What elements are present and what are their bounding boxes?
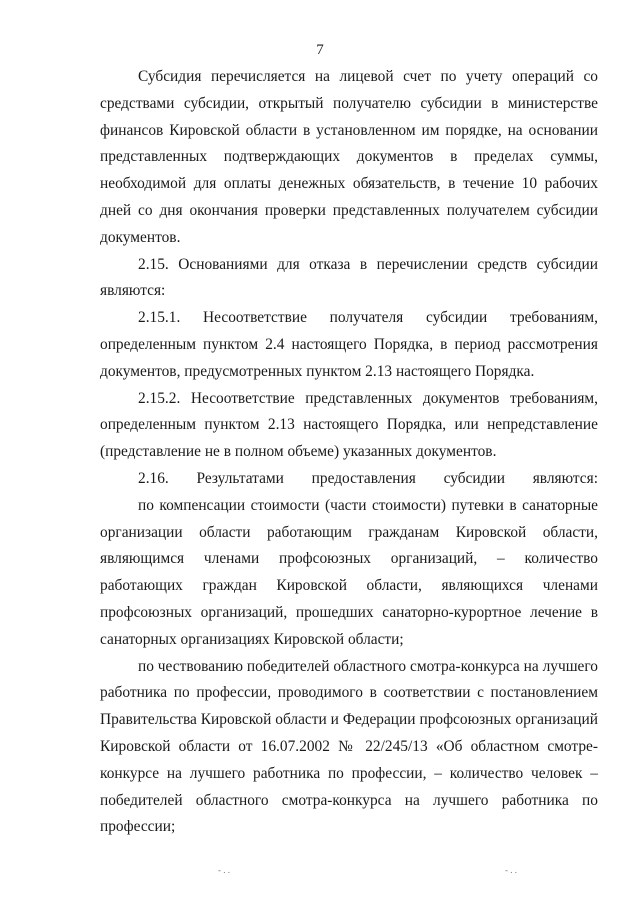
paragraph-result-contest: по чествованию победителей областного смотра-конкурса на лучшего работника по профессии, проводимого в соответствии с постановлением Правительства Кировской области и Федерации профсоюзных организаций Кировской области от 16.07.2002 № 22/245/13 «Об областном смотре-конкурсе на лучшего работника по профессии, – количество человек – победителей областного смотра-конкурса на лучшего работника по профессии; (100, 657, 598, 836)
paragraph-2-15-1: 2.15.1. Несоответствие получателя субсидии требованиям, определенным пунктом 2.4 настоящего Порядка, в период рассмотрения документов, предусмотренных пунктом 2.13 настоящего Порядка. (100, 309, 598, 380)
paragraph-subsidy-transfer: Субсидия перечисляется на лицевой счет по учету операций со средствами субсидии, открытый получателю субсидии в министерстве финансов Кировской области в установленном им порядке, на основании представленных подтверждающих документов в пределах суммы, необходимой для оплаты денежных обязательств, в течение 10 рабочих дней со дня окончания проверки представленных получателем субсидии документов. (100, 68, 598, 246)
scan-mark-right: ‑ . . (505, 865, 517, 875)
document-body (100, 64, 598, 841)
paragraph-2-15-2: 2.15.2. Несоответствие представленных документов требованиям, определенным пунктом 2.13 настоящего Порядка, или непредставление (представление не в полном объеме) указанных документов. (100, 389, 598, 461)
page-number: 7 (316, 42, 324, 58)
scan-mark-left: ‑ . . (218, 865, 230, 875)
paragraph-2-16: 2.16. Результатами предоставления субсидии являются: (138, 469, 598, 487)
paragraph-2-15: 2.15. Основаниями для отказа в перечислении средств субсидии являются: (100, 255, 598, 300)
paragraph-result-sanatorium: по компенсации стоимости (части стоимости) путевки в санаторные организации области работающим гражданам Кировской области, являющимся членами профсоюзных организаций, – количество работающих граждан Кировской области, являющихся членами профсоюзных организаций, прошедших санаторно-курортное лечение в санаторных организациях Кировской области; (100, 496, 598, 648)
